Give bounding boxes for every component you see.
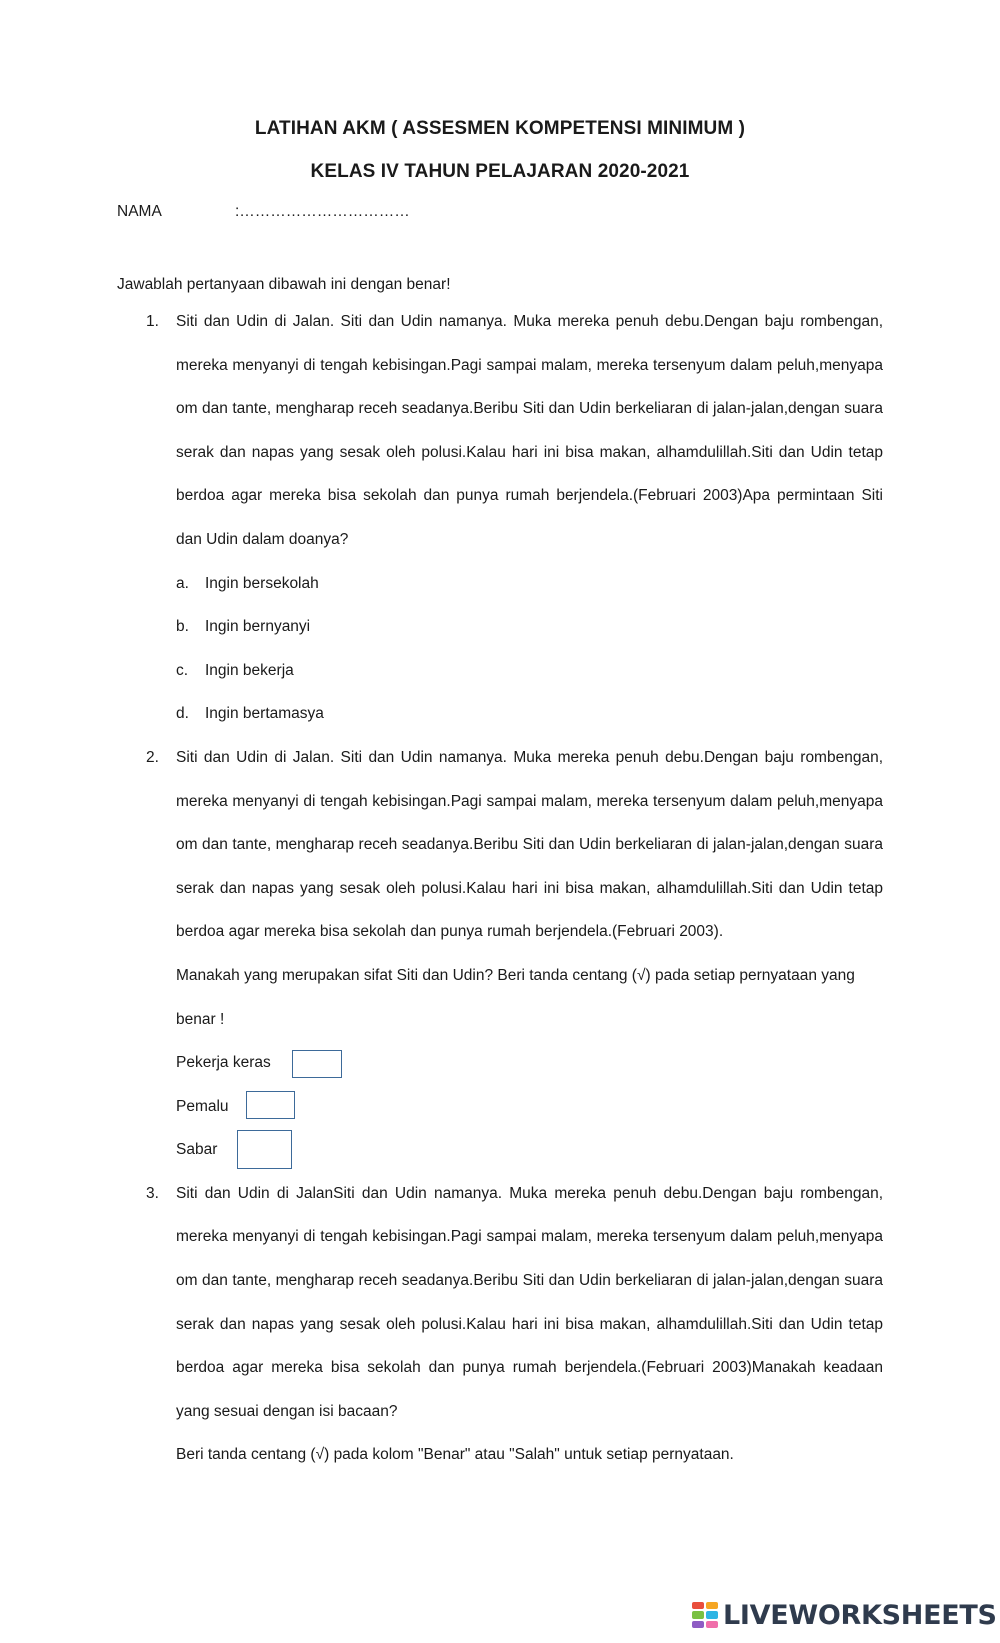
option-letter: c. — [176, 661, 189, 679]
check-label: Pekerja keras — [176, 1054, 271, 1072]
question-list — [117, 300, 883, 1477]
check-label: Pemalu — [176, 1097, 229, 1115]
check-row-sabar — [176, 1128, 883, 1172]
logo-square — [692, 1611, 704, 1618]
option-letter: d. — [176, 705, 189, 723]
question-3 — [117, 1172, 883, 1477]
answer-option-a[interactable] — [176, 562, 883, 606]
liveworksheets-logo-icon — [692, 1602, 718, 1628]
checkbox-sabar[interactable] — [237, 1130, 292, 1169]
check-label: Sabar — [176, 1141, 218, 1159]
question-1 — [117, 300, 883, 736]
name-blank[interactable]: :…………………………… — [235, 203, 410, 220]
question-prompt: Manakah yang merupakan sifat Siti dan Udin? Beri tanda centang (√) pada setiap pernyataan yang benar ! — [176, 966, 855, 1028]
logo-square — [706, 1621, 718, 1628]
worksheet-subtitle: KELAS IV TAHUN PELAJARAN 2020-2021 — [310, 161, 690, 182]
name-field — [117, 203, 410, 221]
checkbox-pemalu[interactable] — [246, 1091, 295, 1119]
option-letter: b. — [176, 618, 189, 636]
question-text: Siti dan Udin di JalanSiti dan Udin namanya. Muka mereka penuh debu.Dengan baju rombengan, mereka menyanyi di tengah kebisingan.Pagi sampai malam, mereka tersenyum dalam peluh,menyapa om dan tante, mengharap receh seadanya.Beribu Siti dan Udin berkeliaran di jalan-jalan,dengan suara serak dan napas yang sesak oleh polusi.Kalau hari ini bisa makan, alhamdulillah.Siti dan Udin tetap berdoa agar mereka bisa sekolah dan punya rumah berjendela.(Februari 2003)Manakah keadaan yang sesuai dengan isi bacaan? — [176, 1184, 883, 1420]
worksheet-title: LATIHAN AKM ( ASSESMEN KOMPETENSI MINIMUM ) — [254, 118, 746, 139]
instruction-text: Jawablah pertanyaan dibawah ini dengan benar! — [117, 276, 451, 293]
option-text: Ingin bekerja — [205, 661, 294, 679]
logo-square — [706, 1611, 718, 1618]
question-number: 1. — [146, 313, 159, 330]
checkbox-pekerja-keras[interactable] — [292, 1050, 342, 1078]
question-text: Siti dan Udin di Jalan. Siti dan Udin namanya. Muka mereka penuh debu.Dengan baju rombengan, mereka menyanyi di tengah kebisingan.Pagi sampai malam, mereka tersenyum dalam peluh,menyapa om dan tante, mengharap receh seadanya.Beribu Siti dan Udin berkeliaran di jalan-jalan,dengan suara serak dan napas yang sesak oleh polusi.Kalau hari ini bisa makan, alhamdulillah.Siti dan Udin tetap berdoa agar mereka bisa sekolah dan punya rumah berjendela.(Februari 2003)Apa permintaan Siti dan Udin dalam doanya? — [176, 313, 883, 548]
option-text: Ingin bernyanyi — [205, 618, 311, 636]
question-2 — [117, 736, 883, 1172]
question-number: 2. — [146, 748, 159, 766]
answer-option-b[interactable] — [176, 605, 883, 649]
answer-option-c[interactable] — [176, 649, 883, 693]
name-label: NAMA — [117, 203, 162, 220]
check-row-pemalu — [176, 1085, 883, 1129]
liveworksheets-logo — [692, 1597, 997, 1633]
answer-option-d[interactable] — [176, 692, 883, 736]
logo-square — [692, 1602, 704, 1609]
question-prompt: Beri tanda centang (√) pada kolom "Benar" atau "Salah" untuk setiap pernyataan. — [176, 1446, 734, 1464]
check-row-pekerja-keras — [176, 1041, 883, 1085]
option-text: Ingin bersekolah — [205, 574, 319, 592]
question-number: 3. — [146, 1184, 159, 1202]
logo-square — [692, 1621, 704, 1628]
logo-square — [706, 1602, 718, 1609]
option-text: Ingin bertamasya — [205, 705, 324, 723]
logo-text: LIVEWORKSHEETS — [723, 1599, 997, 1631]
question-text: Siti dan Udin di Jalan. Siti dan Udin namanya. Muka mereka penuh debu.Dengan baju rombengan, mereka menyanyi di tengah kebisingan.Pagi sampai malam, mereka tersenyum dalam peluh,menyapa om dan tante, mengharap receh seadanya.Beribu Siti dan Udin berkeliaran di jalan-jalan,dengan suara serak dan napas yang sesak oleh polusi.Kalau hari ini bisa makan, alhamdulillah.Siti dan Udin tetap berdoa agar mereka bisa sekolah dan punya rumah berjendela.(Februari 2003). — [176, 748, 883, 941]
option-letter: a. — [176, 574, 189, 592]
